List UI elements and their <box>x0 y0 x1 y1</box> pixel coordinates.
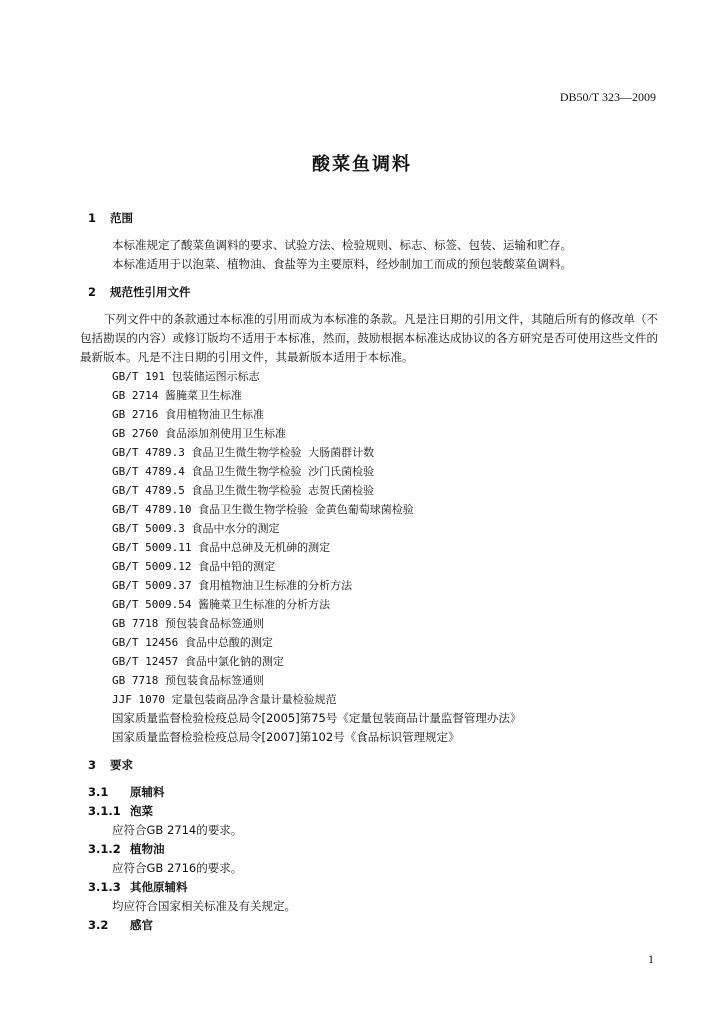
paragraph: 下列文件中的条款通过本标准的引用而成为本标准的条款。凡是注日期的引用文件，其随后所有的修改单（不包括勘误的内容）或修订版均不适用于本标准，然而，鼓励根据本标准达成协议的各方研究是否可使用这些文件的最新版本。凡是不注日期的引用文件，其最新版本适用于本标准。 <box>80 312 658 364</box>
subsection-title: 其他原辅料 <box>130 880 188 894</box>
reference-item: GB 2714 酱腌菜卫生标准 <box>112 389 242 402</box>
section-number: 1 <box>88 211 97 225</box>
paragraph: 应符合GB 2714的要求。 <box>112 823 243 837</box>
subsection-title: 原辅料 <box>130 785 165 799</box>
paragraph: 均应符合国家相关标准及有关规定。 <box>112 899 296 913</box>
section-heading-3 <box>88 755 658 775</box>
section-number: 3 <box>88 758 97 772</box>
reference-item: GB/T 5009.37 食用植物油卫生标准的分析方法 <box>112 579 353 592</box>
subsection-number: 3.1.3 <box>88 880 121 894</box>
subsection-number: 3.2 <box>88 918 109 932</box>
document-number: DB50/T 323—2009 <box>559 90 656 104</box>
reference-item: GB/T 12457 食品中氯化钠的测定 <box>112 655 284 668</box>
reference-item: GB 2716 食用植物油卫生标准 <box>112 408 264 421</box>
reference-item: GB/T 4789.10 食品卫生微生物学检验 金黄色葡萄球菌检验 <box>112 503 414 516</box>
subsection-heading-3-1-2 <box>88 840 658 859</box>
section-title: 范围 <box>110 211 133 225</box>
reference-list <box>88 367 658 747</box>
reference-item: GB/T 12456 食品中总酸的测定 <box>112 636 273 649</box>
subsection-title: 植物油 <box>130 842 165 856</box>
reference-item: JJF 1070 定量包装商品净含量计量检验规范 <box>112 693 337 706</box>
reference-item: GB/T 4789.3 食品卫生微生物学检验 大肠菌群计数 <box>112 446 375 459</box>
subsection-heading-3-1-1 <box>88 802 658 821</box>
reference-item: 国家质量监督检验检疫总局令[2007]第102号《食品标识管理规定》 <box>112 730 460 744</box>
reference-item: GB/T 5009.11 食品中总砷及无机砷的测定 <box>112 541 331 554</box>
reference-item: GB 7718 预包装食品标签通则 <box>112 674 264 687</box>
subsection-title: 感官 <box>130 918 153 932</box>
paragraph: 应符合GB 2716的要求。 <box>112 861 243 875</box>
reference-item: GB/T 191 包装储运图示标志 <box>112 370 260 383</box>
paragraph: 本标准适用于以泡菜、植物油、食盐等为主要原料，经炒制加工而成的预包装酸菜鱼调料。 <box>112 257 572 271</box>
subsection-heading-3-1-3 <box>88 878 658 897</box>
reference-item: GB/T 5009.3 食品中水分的测定 <box>112 522 280 535</box>
reference-item: GB/T 4789.4 食品卫生微生物学检验 沙门氏菌检验 <box>112 465 375 478</box>
subsection-number: 3.1 <box>88 785 109 799</box>
reference-item: GB 2760 食品添加剂使用卫生标准 <box>112 427 286 440</box>
reference-item: GB/T 5009.12 食品中铅的测定 <box>112 560 276 573</box>
document-body <box>80 208 658 935</box>
reference-item: GB/T 4789.5 食品卫生微生物学检验 志贺氏菌检验 <box>112 484 375 497</box>
section-heading-1 <box>88 208 658 228</box>
subsection-heading-3-2 <box>88 916 658 935</box>
subsection-number: 3.1.1 <box>88 804 121 818</box>
section-number: 2 <box>88 285 97 299</box>
reference-item: 国家质量监督检验检疫总局令[2005]第75号《定量包装商品计量监督管理办法》 <box>112 711 522 725</box>
paragraph: 本标准规定了酸菜鱼调料的要求、试验方法、检验规则、标志、标签、包装、运输和贮存。 <box>112 238 572 252</box>
page-number: 1 <box>648 952 654 966</box>
subsection-title: 泡菜 <box>130 804 153 818</box>
subsection-number: 3.1.2 <box>88 842 121 856</box>
reference-item: GB 7718 预包装食品标签通则 <box>112 617 264 630</box>
subsection-heading-3-1 <box>88 783 658 802</box>
section-heading-2 <box>88 282 658 302</box>
section-title: 规范性引用文件 <box>110 285 191 299</box>
document-title: 酸菜鱼调料 <box>312 154 412 175</box>
section-title: 要求 <box>110 758 133 772</box>
reference-item: GB/T 5009.54 酱腌菜卫生标准的分析方法 <box>112 598 331 611</box>
